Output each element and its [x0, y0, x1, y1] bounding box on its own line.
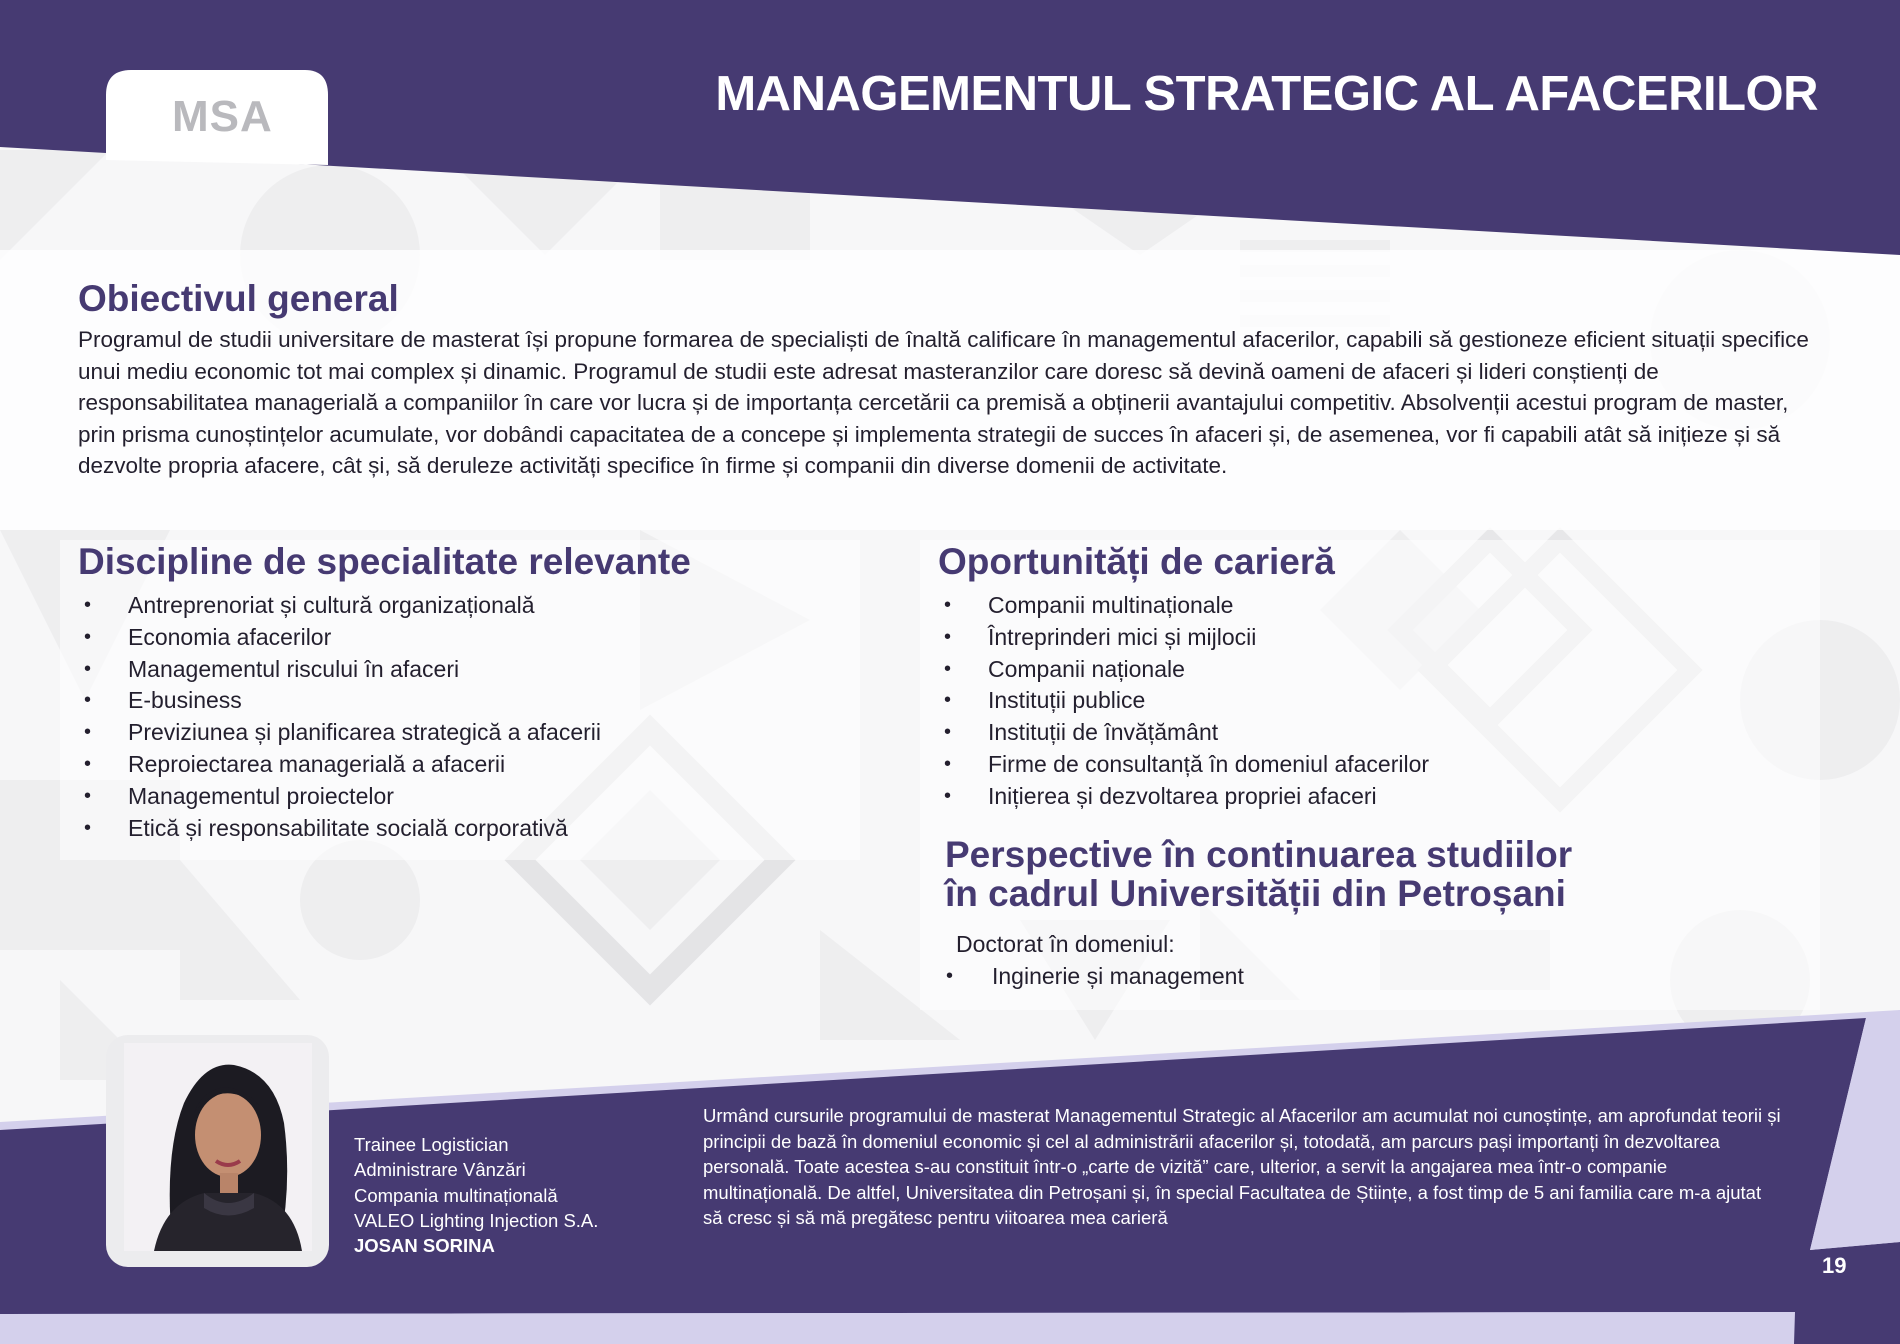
list-item: • Companii multinaționale	[938, 590, 1798, 622]
doctorate-label: Doctorat în domeniul:	[956, 931, 1175, 957]
perspectives-section	[945, 835, 1805, 993]
perspectives-heading	[945, 835, 1805, 913]
disciplines-heading: Discipline de specialitate relevante	[78, 541, 691, 582]
person-portrait-image	[124, 1043, 312, 1251]
role-line: Trainee Logistician	[354, 1134, 509, 1155]
list-item: • Antreprenoriat și cultură organizațională	[78, 590, 878, 622]
testimonial-photo	[124, 1043, 312, 1251]
objective-text: Programul de studii universitare de masterat își propune formarea de specialiști de înaltă calificare în managementul afacerilor, capabili să gestioneze eficient situații specifice unui mediu economic tot mai complex și dinamic. Programul de studii este adresat masteranzilor care doresc să devină oameni de afaceri și lideri conștienți de responsabilitatea managerială a companiilor în care vor lucra și de importanța cercetării ca premisă a obținerii avantajului competitiv. Absolvenții acestui program de master, prin prisma cunoștințelor acumulate, vor dobândi capacitatea de a concepe și implementa strategii de succes în afaceri și, de asemenea, vor fi capabili atât să inițieze și să dezvolte propria afacere, cât și, să deruleze activități specifice în firme și companii din diverse domenii de activitate.	[78, 327, 1809, 479]
list-item: • Companii naționale	[938, 654, 1798, 686]
disciplines-section	[78, 540, 878, 844]
person-name: JOSAN SORINA	[354, 1235, 495, 1257]
list-item: • Instituții de învățământ	[938, 717, 1798, 749]
disciplines-list	[78, 590, 878, 844]
list-item: • Întreprinderi mici și mijlocii	[938, 622, 1798, 654]
list-item: • Managementul riscului în afaceri	[78, 654, 878, 686]
list-item: • Reproiectarea managerială a afacerii	[78, 749, 878, 781]
role-line: Compania multinațională	[354, 1184, 558, 1206]
perspectives-heading-line1: Perspective în continuarea studiilor	[945, 834, 1573, 875]
list-item: • Managementul proiectelor	[78, 781, 878, 813]
testimonial-person	[354, 1132, 598, 1258]
list-item: • Instituții publice	[938, 685, 1798, 717]
careers-section	[938, 540, 1798, 813]
program-acronym: MSA	[172, 92, 273, 141]
objective-section	[78, 278, 1823, 482]
page-title: MANAGEMENTUL STRATEGIC AL AFACERILOR	[715, 67, 1818, 121]
perspectives-list	[945, 961, 1805, 993]
role-line: VALEO Lighting Injection S.A.	[354, 1209, 599, 1231]
list-item: • Previziunea și planificarea strategică a afacerii	[78, 717, 878, 749]
perspectives-heading-line2: în cadrul Universității din Petroșani	[945, 873, 1566, 914]
list-item: • Firme de consultanță în domeniul afacerilor	[938, 749, 1798, 781]
list-item: • E-business	[78, 685, 878, 717]
testimonial-photo-frame	[106, 1035, 329, 1267]
careers-list	[938, 590, 1798, 813]
list-item: • Inginerie și management	[940, 961, 1805, 993]
careers-heading: Oportunități de carieră	[938, 541, 1335, 582]
list-item: • Etică și responsabilitate socială corporativă	[78, 813, 878, 845]
objective-heading: Obiectivul general	[78, 278, 399, 319]
list-item: • Inițierea și dezvoltarea propriei afaceri	[938, 781, 1798, 813]
testimonial-quote: Urmând cursurile programului de masterat Managementul Strategic al Afacerilor am acumulat noi cunoștințe, am aprofundat teorii și principii de bază în domeniul economic și cel al administrării afacerilor și, totodată, am parcurs pași importanți în dezvoltarea personală. Toate acestea s-au constituit într-o „carte de vizită” care, ulterior, a servit la angajarea mea într-o companie multinațională. De altfel, Universitatea din Petroșani și, în special Facultatea de Științe, a fost timp de 5 ani familia care m-a ajutat să cresc și să mă pregătesc pentru viitoarea mea carieră	[703, 1105, 1781, 1229]
role-line: Administrare Vânzări	[354, 1159, 526, 1181]
page-number: 19	[1822, 1253, 1847, 1278]
list-item: • Economia afacerilor	[78, 622, 878, 654]
footer-lavender-strip	[0, 1312, 1794, 1344]
